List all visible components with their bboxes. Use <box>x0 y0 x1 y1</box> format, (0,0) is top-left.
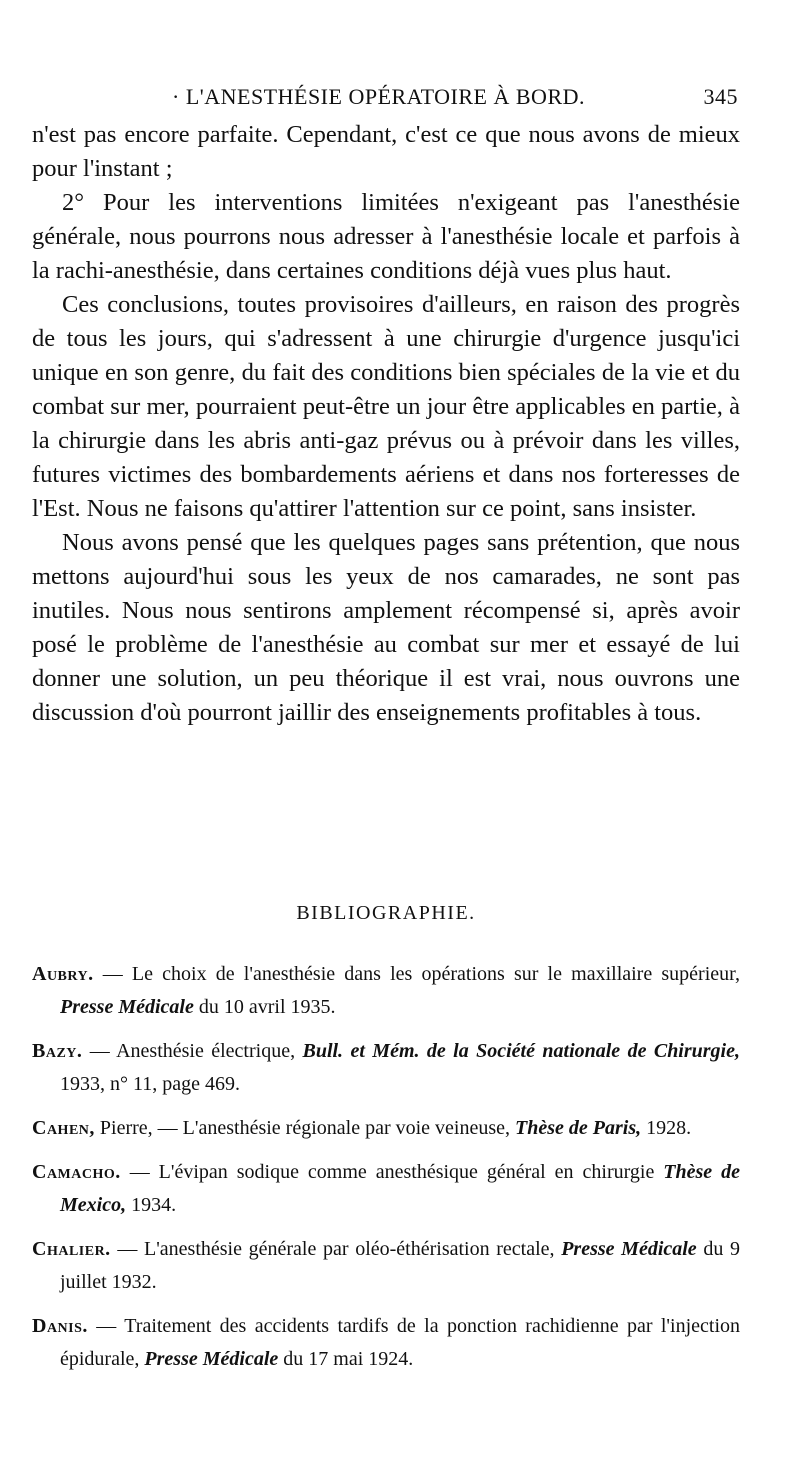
bib-text: — L'évipan sodique comme anesthésique général en chirurgie <box>120 1161 664 1183</box>
bib-details: du 9 juillet 1932. <box>60 1238 740 1293</box>
bib-details: du 17 mai 1924. <box>278 1348 414 1370</box>
bib-text: — Anesthésie électrique, <box>82 1040 303 1062</box>
bibliography-entry <box>32 1310 740 1376</box>
bibliography-entry <box>32 958 740 1024</box>
bib-author: Bazy. <box>32 1040 83 1062</box>
bib-source: Presse Médicale <box>144 1348 279 1370</box>
body-text <box>32 118 740 730</box>
bib-details: du 10 avril 1935. <box>193 996 336 1018</box>
bib-source: Presse Médicale <box>60 996 194 1018</box>
paragraph: 2° Pour les interventions limitées n'exigeant pas l'anesthésie générale, nous pourrons nous adresser à l'anesthésie locale et parfois à la rachi-anesthésie, dans certaines conditions déjà vues plus haut. <box>32 189 740 284</box>
bib-text: Pierre, — L'anesthésie régionale par voie veineuse, <box>94 1117 516 1139</box>
bib-text: — Le choix de l'anesthésie dans les opérations sur le maxillaire supérieur, <box>93 963 740 985</box>
bib-author: Chalier. <box>32 1238 111 1260</box>
page-header <box>32 78 740 112</box>
paragraph: Nous avons pensé que les quelques pages sans prétention, que nous mettons aujourd'hui sous les yeux de nos camarades, ne sont pas inutiles. Nous nous sentirons amplement récompensé si, après avoir posé le problème de l'anesthésie au combat sur mer et essayé de lui donner une solution, un peu théorique il est vrai, nous ouvrons une discussion d'où pourront jaillir des enseignements profitables à tous. <box>32 529 740 726</box>
bib-details: 1934. <box>126 1194 177 1216</box>
page-number: 345 <box>703 84 738 109</box>
bib-source: Thèse de Mexico, <box>60 1161 741 1216</box>
bib-author: Camacho. <box>32 1161 121 1183</box>
bib-author: Cahen, <box>32 1117 95 1139</box>
bibliography-entry <box>32 1035 740 1101</box>
running-title: · L'ANESTHÉSIE OPÉRATOIRE À BORD. <box>172 84 586 109</box>
bib-details: 1928. <box>641 1117 692 1139</box>
bib-details: 1933, n° 11, page 469. <box>60 1073 241 1095</box>
bibliography-entry <box>32 1112 740 1145</box>
bibliography-list <box>32 958 740 1387</box>
paragraph: n'est pas encore parfaite. Cependant, c'est ce que nous avons de mieux pour l'instant ; <box>32 121 740 182</box>
bib-source: Bull. et Mém. de la Société nationale de Chirurgie, <box>302 1040 740 1062</box>
bib-text: — L'anesthésie générale par oléo-éthérisation rectale, <box>110 1238 562 1260</box>
bibliography-entry <box>32 1233 740 1299</box>
bib-author: Danis. <box>32 1315 88 1337</box>
bib-author: Aubry. <box>32 963 94 985</box>
bibliography-entry <box>32 1156 740 1222</box>
bib-source: Presse Médicale <box>561 1238 697 1260</box>
bibliography-heading: BIBLIOGRAPHIE. <box>296 902 476 924</box>
paragraph: Ces conclusions, toutes provisoires d'ailleurs, en raison des progrès de tous les jours, qui s'adressent à une chirurgie d'urgence jusqu'ici unique en son genre, du fait des conditions bien spéciales de la vie et du combat sur mer, pourraient peut-être un jour être applicables en partie, à la chirurgie dans les abris anti-gaz prévus ou à prévoir dans les villes, futures victimes des bombardements aériens et dans nos forteresses de l'Est. Nous ne faisons qu'attirer l'attention sur ce point, sans insister. <box>32 291 740 522</box>
bib-source: Thèse de Paris, <box>515 1117 642 1139</box>
bib-text: — Traitement des accidents tardifs de la ponction rachidienne par l'injection épidurale, <box>60 1315 740 1370</box>
